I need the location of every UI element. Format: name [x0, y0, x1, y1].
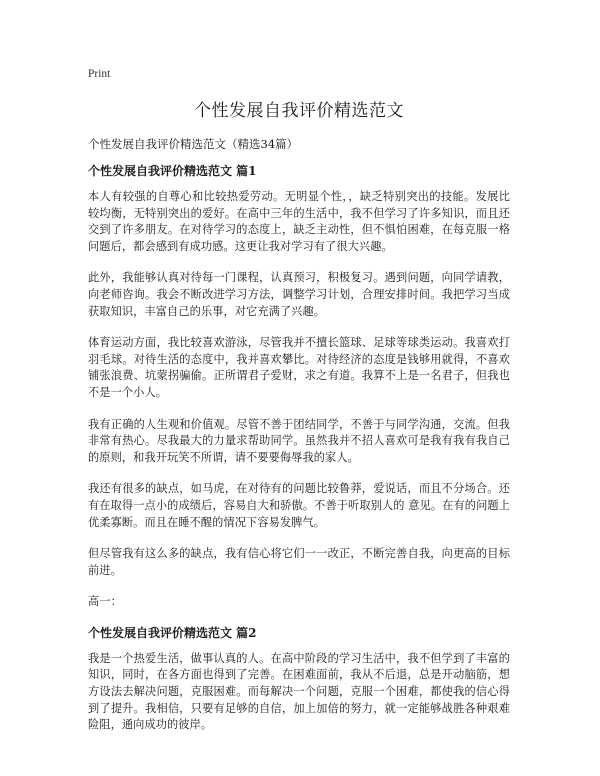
- paragraph: 但尽管我有这么多的缺点，我有信心将它们一一改正，不断完善自我，向更高的目标前进。: [88, 547, 510, 577]
- paragraph: 体育运动方面，我比较喜欢游泳，尽管我并不擅长篮球、足球等球类运动。我喜欢打羽毛球。对待生活的态度中，我并喜欢攀比。对待经济的态度是钱够用就得，不喜欢铺张浪费、坑蒙拐骗偷。正所谓君子爱财，求之有道。我算不上是一名君子，但我也不是一个小人。: [88, 336, 510, 399]
- paragraph: 我是一个热爱生活，做事认真的人。在高中阶段的学习生活中，我不但学到了丰富的知识，同时，在各方面也得到了完善。在困难面前，我从不后退，总是开动脑筋，想方设法去解决问题，克服困难。而每解决一个问题，克服一个困难，都使我的信心得到了提升。我相信，只要有足够的自信，加上加倍的努力，就一定能够战胜各种艰难险阻，通向成功的彼岸。: [88, 651, 510, 732]
- paragraph: 高一：: [88, 595, 122, 609]
- document-subtitle: 个性发展自我评价精选范文（精选34篇）: [88, 137, 299, 151]
- paragraph: 我有正确的人生观和价值观。尽管不善于团结同学，不善于与同学沟通，交流。但我非常有热心。尽我最大的力量求帮助同学。虽然我并不招人喜欢可是我有我有我自己的原则，和我开玩笑不所谓，请不要要侮辱我的家人。: [88, 417, 510, 464]
- section-heading: 个性发展自我评价精选范文 篇2: [88, 625, 257, 640]
- paragraph: 我还有很多的缺点，如马虎，在对待有的问题比较鲁莽，爱说话，而且不分场合。还有在取得一点小的成绩后，容易自大和骄傲。不善于听取别人的 意见。在有的问题上优柔寡断。而且在睡不醒的情况下容易发脾气。: [88, 482, 510, 529]
- paragraph: 此外，我能够认真对待每一门课程，认真预习，积极复习。遇到问题，向同学请教，向老师咨询。我会不断改进学习方法，调整学习计划，合理安排时间。我把学习当成获取知识，丰富自己的乐事，对它充满了兴趣。: [88, 271, 510, 318]
- section-heading: 个性发展自我评价精选范文 篇1: [88, 164, 257, 178]
- document-title: 个性发展自我评价精选范文: [194, 101, 404, 121]
- paragraph: 本人有较强的自尊心和比较热爱劳动。无明显个性，，缺乏特别突出的技能。发展比较均衡，无特别突出的爱好。在高中三年的生活中，我不但学习了许多知识，而且还交到了许多朋友。在对待学习的态度上，缺乏主动性，但不惧怕困难，在每克服一格问题后，都会感到有成功感。这更让我对学习有了很大兴趣。: [88, 190, 510, 253]
- print-label: Print: [88, 68, 111, 80]
